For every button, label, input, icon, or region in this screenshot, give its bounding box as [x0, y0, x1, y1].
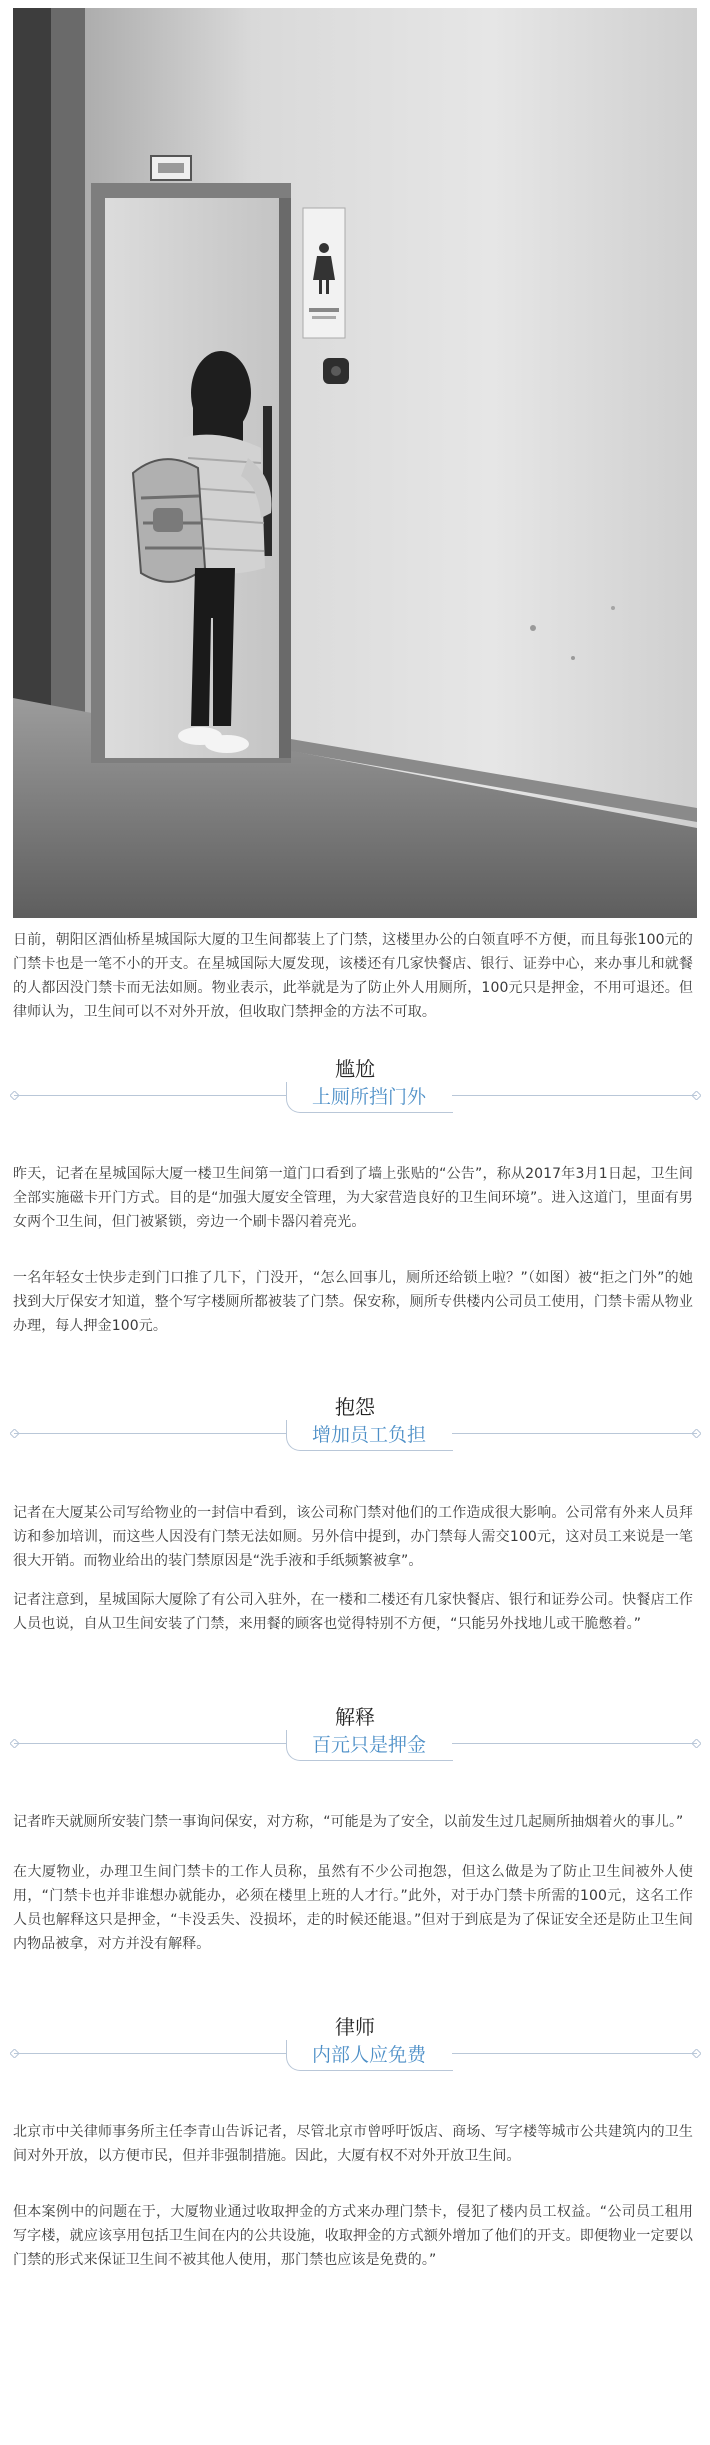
section-paragraph: 在大厦物业，办理卫生间门禁卡的工作人员称，虽然有不少公司抱怨，但这么做是为了防止卫生间被外人使用，“门禁卡也并非谁想办就能办，必须在楼里上班的人才行。”此外，对于办门禁卡所需的100元，这名工作人员也解释这只是押金，“卡没丢失、没损坏，走的时候还能退。”但对于到底是为了保证安全还是防止卫生间内物品被拿，对方并没有解释。	[13, 1864, 693, 1952]
section-paragraph: 一名年轻女士快步走到门口推了几下，门没开，“怎么回事儿，厕所还给锁上啦？”（如图）被“拒之门外”的她找到大厅保安才知道，整个写字楼厕所都被装了门禁。保安称，厕所专供楼内公司员工使用，门禁卡需从物业办理，每人押金100元。	[13, 1270, 693, 1334]
section-subtitle: 百元只是押金	[311, 1734, 426, 1756]
divider-line	[14, 1433, 286, 1434]
divider-line	[452, 1433, 697, 1434]
section-subtitle: 增加员工负担	[311, 1424, 426, 1446]
section-header-awkward	[0, 1048, 710, 1128]
section-paragraph: 记者在大厦某公司写给物业的一封信中看到，该公司称门禁对他们的工作造成很大影响。公司常有外来人员拜访和参加培训，而这些人因没有门禁无法如厕。另外信中提到，办门禁每人需交100元，这对员工来说是一笔很大开销。而物业给出的装门禁原因是“洗手液和手纸频繁被拿”。	[13, 1505, 693, 1569]
diamond-ornament-icon	[10, 2049, 19, 2058]
section-subtitle: 上厕所挡门外	[311, 1086, 426, 1108]
section-paragraph: 记者注意到，星城国际大厦除了有公司入驻外，在一楼和二楼还有几家快餐店、银行和证券公司。快餐店工作人员也说，自从卫生间安装了门禁，来用餐的顾客也觉得特别不方便，“只能另外找地儿或干脆憋着。”	[13, 1592, 693, 1632]
divider-line	[14, 1743, 286, 1744]
section-paragraph: 昨天，记者在星城国际大厦一楼卫生间第一道门口看到了墙上张贴的“公告”，称从2017年3月1日起，卫生间全部实施磁卡开门方式。目的是“加强大厦安全管理，为大家营造良好的卫生间环境”。进入这道门，里面有男女两个卫生间，但门被紧锁，旁边一个刷卡器闪着亮光。	[13, 1166, 693, 1230]
section-title: 律师	[335, 2015, 375, 2039]
diamond-ornament-icon	[692, 1091, 701, 1100]
diamond-ornament-icon	[692, 2049, 701, 2058]
section-subtitle: 内部人应免费	[311, 2044, 426, 2066]
divider-line	[14, 1095, 286, 1096]
divider-line	[452, 1095, 697, 1096]
article-photo	[13, 8, 697, 918]
section-paragraph: 北京市中关律师事务所主任李青山告诉记者，尽管北京市曾呼吁饭店、商场、写字楼等城市公共建筑内的卫生间对外开放，以方便市民，但并非强制措施。因此，大厦有权不对外开放卫生间。	[13, 2124, 693, 2164]
section-title: 抱怨	[335, 1395, 375, 1419]
section-header-complaint	[0, 1386, 710, 1466]
divider-line	[452, 2053, 697, 2054]
intro-paragraph: 日前，朝阳区酒仙桥星城国际大厦的卫生间都装上了门禁，这楼里办公的白领直呼不方便，而且每张100元的门禁卡也是一笔不小的开支。在星城国际大厦发现，该楼还有几家快餐店、银行、证券中心，来办事儿和就餐的人都因没门禁卡而无法如厕。物业表示，此举就是为了防止外人用厕所，100元只是押金，不用可退还。但律师认为，卫生间可以不对外开放，但收取门禁押金的方法不可取。	[13, 932, 693, 1020]
diamond-ornament-icon	[10, 1739, 19, 1748]
section-paragraph: 但本案例中的问题在于，大厦物业通过收取押金的方式来办理门禁卡，侵犯了楼内员工权益。“公司员工租用写字楼，就应该享用包括卫生间在内的公共设施，收取押金的方式额外增加了他们的开支。即便物业一定要以门禁的形式来保证卫生间不被其他人使用，那门禁也应该是免费的。”	[13, 2204, 693, 2268]
section-title: 解释	[335, 1705, 375, 1729]
diamond-ornament-icon	[10, 1091, 19, 1100]
diamond-ornament-icon	[692, 1739, 701, 1748]
divider-line	[14, 2053, 286, 2054]
section-header-explanation	[0, 1696, 710, 1776]
section-title: 尴尬	[335, 1057, 375, 1081]
diamond-ornament-icon	[10, 1429, 19, 1438]
diamond-ornament-icon	[692, 1429, 701, 1438]
section-paragraph: 记者昨天就厕所安装门禁一事询问保安，对方称，“可能是为了安全，以前发生过几起厕所抽烟着火的事儿。”	[13, 1814, 684, 1830]
divider-line	[452, 1743, 697, 1744]
section-header-lawyer	[0, 2006, 710, 2086]
